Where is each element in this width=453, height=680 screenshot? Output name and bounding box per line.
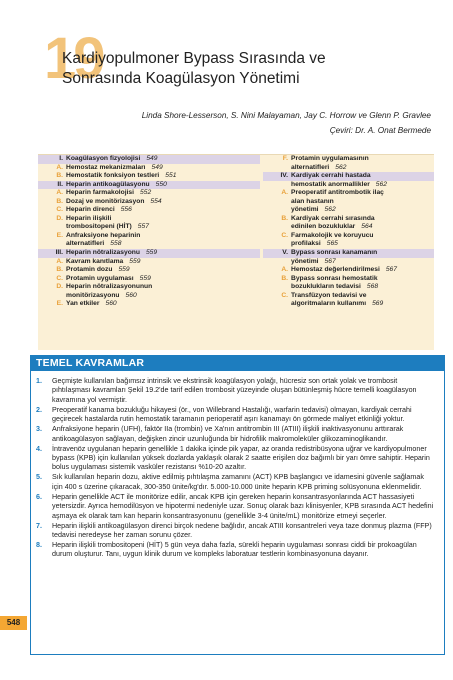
- toc-text: alternatifleri: [291, 163, 330, 171]
- toc-text: Preoperatif antitrombotik ilaç: [291, 189, 384, 197]
- toc-text: Bypass sonrası kanamanın: [291, 249, 378, 257]
- concept-text: Heparin ilişkili trombositopeni (HİT) 5 gün veya daha fazla, sürekli heparin uygulaması sonrası ciddi bir prokoagülan durum oluşturur. Tanı, uygun klinik durum ve kompleks laboratuar testlerin kombinasyonuna dayanır.: [52, 541, 417, 559]
- toc-page-number: 559: [118, 266, 130, 274]
- toc-page-number: 562: [335, 163, 347, 171]
- toc-text: yönetimi: [291, 257, 319, 265]
- toc-marker: E.: [56, 300, 63, 308]
- toc-entry: [38, 240, 260, 249]
- toc-entry: [38, 266, 260, 275]
- toc-marker: C.: [56, 274, 63, 282]
- toc-left-column: [38, 155, 260, 309]
- toc-page-number: 567: [324, 257, 336, 265]
- toc-text: Hemostaz değerlendirilmesi: [291, 266, 380, 274]
- toc-entry: [263, 266, 434, 275]
- toc-marker: A.: [56, 163, 63, 171]
- toc-text: Kardiyak cerrahi hastada: [291, 172, 371, 180]
- toc-text: Protamin dozu: [66, 266, 113, 274]
- concept-item: [36, 406, 436, 425]
- concept-text: Heparin ilişkili antikoagülasyon direnci birçok nedene bağlıdır, ancak ATIII konsantreleri veya taze donmuş plazma (FFP) tedavisi neredeyse her zaman sorunu çözer.: [52, 521, 432, 540]
- toc-text: hemostatik anormallikler: [291, 180, 370, 188]
- toc-marker: B.: [56, 172, 63, 180]
- toc-marker: C.: [56, 206, 63, 214]
- toc-text: Heparin ilişkili: [66, 214, 112, 222]
- toc-marker: E.: [56, 231, 63, 239]
- toc-entry: [263, 164, 434, 173]
- table-of-contents: [38, 154, 434, 350]
- toc-text: bozuklukların tedavisi: [291, 283, 361, 291]
- toc-text: trombositopeni (HİT): [66, 223, 132, 231]
- toc-entry: [38, 181, 260, 190]
- toc-text: Protamin uygulaması: [66, 274, 134, 282]
- chapter-title-line1: Kardiyopulmoner Bypass Sırasında ve: [62, 50, 326, 67]
- toc-text: Anfraksiyone heparinin: [66, 231, 141, 239]
- toc-marker: IV.: [280, 172, 288, 180]
- toc-entry: [38, 172, 260, 181]
- toc-page-number: 556: [120, 206, 132, 214]
- translator: Çeviri: Dr. A. Onat Bermede: [329, 126, 431, 135]
- concept-text: Sık kullanılan heparin dozu, aktive edilmiş pıhtılaşma zamanını (ACT) KPB başlangıcı ve idamesini güvenle sağlamak için 400 s üzerine çıkaracak, 300-350 ünite/kg'dır. 5.000-10.000 ünite heparin KPB priming solüsyonuna eklenmelidir.: [52, 473, 424, 491]
- toc-page-number: 560: [125, 291, 137, 299]
- toc-text: Bypass sonrası hemostatik: [291, 274, 378, 282]
- concept-item: [36, 377, 436, 405]
- toc-entry: [38, 155, 260, 164]
- toc-page-number: 549: [151, 163, 163, 171]
- concept-text: Heparin genellikle ACT ile monitörize edilir, ancak KPB için gereken heparin konsantrasyonlarında ACT hassasiyeti yetersizdir. Ayrıca hemodilüsyon ve hipotermi nedeniyle uzar. Sonuç olarak bazı klinisyenler, KPB sırasında ACT hedefini aşmaya ek olarak tam kan heparin konsantrasyonunu (genellikle 3-4 ünite/mL) monitörize etmeyi seçerler.: [52, 492, 434, 520]
- toc-text: Transfüzyon tedavisi ve: [291, 291, 367, 299]
- concept-text: Geçmişte kullanılan bağımsız intrinsik ve ekstrinsik koagülasyon yolağı, hücresiz son ortak yolak ve trombosit pıhtılaşması kavramları Şekil 19.2'de tarif edilen trombosit yüzeyinde oluşan bütünleşmiş hücre temelli koagülasyon kavramına yol vermiştir.: [52, 377, 417, 404]
- toc-entry: [263, 249, 434, 258]
- toc-entry: [263, 198, 434, 207]
- page-number: 548: [0, 616, 27, 630]
- toc-page-number: 559: [145, 249, 158, 257]
- chapter-title: [62, 49, 422, 89]
- concept-item: [36, 493, 436, 521]
- toc-marker: F.: [282, 155, 288, 162]
- toc-entry: [38, 283, 260, 292]
- toc-marker: B.: [56, 197, 63, 205]
- toc-entry: [263, 189, 434, 198]
- toc-text: Heparin nötralizasyonu: [66, 249, 140, 257]
- toc-marker: A.: [281, 189, 288, 197]
- toc-entry: [38, 249, 260, 258]
- toc-page-number: 551: [165, 172, 177, 180]
- concept-number: 6.: [36, 492, 42, 501]
- toc-entry: [38, 232, 260, 241]
- toc-entry: [263, 283, 434, 292]
- toc-text: profilaksi: [291, 240, 321, 248]
- concept-item: [36, 522, 436, 541]
- toc-text: Heparin antikoagülasyonu: [66, 180, 150, 188]
- toc-page-number: 559: [139, 274, 151, 282]
- toc-entry: [38, 189, 260, 198]
- toc-page-number: 560: [105, 300, 117, 308]
- toc-page-number: 562: [324, 206, 336, 214]
- chapter-number: 19: [44, 26, 103, 91]
- toc-page-number: 550: [155, 180, 167, 188]
- toc-entry: [38, 206, 260, 215]
- concept-item: [36, 541, 436, 560]
- toc-text: edinilen bozukluklar: [291, 223, 356, 231]
- toc-entry: [263, 300, 434, 309]
- toc-text: Heparin farmakolojisi: [66, 189, 135, 197]
- concept-item: [36, 425, 436, 444]
- toc-page-number: 552: [140, 189, 152, 197]
- toc-marker: B.: [56, 266, 63, 274]
- toc-page-number: 549: [146, 155, 158, 162]
- concept-text: İntravenöz uygulanan heparin genellikle 1 dakika içinde pik yapar, az oranda redistribüsyona uğrar ve kardiyopulmoner bypass (KPB) için kullanılan yüksek dozlarda yaklaşık olarak 2 saatte erişilen doz bağımlı bir yarı ömre sahiptir. Heparin bolus uygulaması sistemik vasküler rezistansı %10-20 azaltır.: [52, 444, 430, 472]
- toc-entry: [38, 292, 260, 301]
- toc-page-number: 569: [372, 300, 384, 308]
- toc-entry: [38, 258, 260, 267]
- chapter-title-line2: Sonrasında Koagülasyon Yönetimi: [62, 70, 300, 87]
- toc-text: Protamin uygulamasının: [291, 155, 369, 162]
- toc-marker: C.: [281, 291, 288, 299]
- toc-entry: [38, 198, 260, 207]
- toc-entry: [38, 164, 260, 173]
- toc-marker: I.: [59, 155, 63, 162]
- toc-entry: [263, 172, 434, 181]
- toc-text: Hemostaz mekanizmaları: [66, 163, 146, 171]
- toc-entry: [38, 300, 260, 309]
- toc-text: alan hastanın: [291, 197, 334, 205]
- toc-marker: A.: [56, 257, 63, 265]
- authors: Linda Shore-Lesserson, S. Nini Malayaman, Jay C. Horrow ve Glenn P. Gravlee: [141, 111, 431, 120]
- toc-text: Kardiyak cerrahi sırasında: [291, 214, 375, 222]
- toc-text: Koagülasyon fizyolojisi: [66, 155, 141, 162]
- concept-text: Preoperatif kanama bozukluğu hikayesi (ör., von Willebrand Hastalığı, warfarin tedavisi) olmayan, kardiyak cerrahi geçirecek hastalarda rutin hemostatik taramanın perioperatif aşırı kanamayı ön görmede maliyet etkinliği yoktur.: [52, 405, 412, 424]
- toc-page-number: 557: [137, 223, 149, 231]
- toc-page-number: 554: [150, 197, 162, 205]
- toc-marker: D.: [56, 214, 63, 222]
- toc-entry: [263, 215, 434, 224]
- concept-number: 3.: [36, 425, 42, 434]
- toc-page-number: 567: [385, 266, 397, 274]
- toc-entry: [263, 258, 434, 267]
- concept-number: 1.: [36, 377, 42, 385]
- toc-marker: B.: [281, 214, 288, 222]
- toc-marker: II.: [57, 180, 63, 188]
- toc-entry: [263, 240, 434, 249]
- toc-marker: V.: [282, 249, 288, 257]
- toc-entry: [263, 232, 434, 241]
- toc-entry: [38, 223, 260, 232]
- toc-text: Farmakolojik ve koruyucu: [291, 231, 374, 239]
- toc-entry: [263, 292, 434, 301]
- concepts-list: [36, 377, 436, 560]
- concept-item: [36, 445, 436, 473]
- toc-text: alternatifleri: [66, 240, 105, 248]
- toc-page-number: 558: [110, 240, 122, 248]
- toc-entry: [263, 181, 434, 190]
- toc-page-number: 565: [326, 240, 338, 248]
- concept-number: 8.: [36, 541, 42, 550]
- toc-page-number: 559: [129, 257, 141, 265]
- toc-entry: [263, 155, 434, 164]
- toc-right-column: [263, 155, 434, 309]
- toc-marker: B.: [281, 274, 288, 282]
- toc-marker: C.: [281, 231, 288, 239]
- concept-number: 2.: [36, 405, 42, 414]
- toc-page-number: 568: [366, 283, 379, 291]
- concept-number: 5.: [36, 473, 42, 482]
- concept-text: Anfraksiyone heparin (UFH), faktör IIa (trombin) ve Xa'nın antitrombin III (ATIII) ilişkili inaktivasyonunu arttırarak antikoagülasyon sağlayan, değişken zincir uzunluğunda bir hidrofilik makromoleküler glikozaminoglikandır.: [52, 425, 404, 443]
- concepts-title: TEMEL KAVRAMLAR: [36, 357, 145, 369]
- toc-page-number: 562: [375, 180, 387, 188]
- toc-entry: [263, 275, 434, 284]
- toc-entry: [263, 206, 434, 215]
- toc-text: yönetimi: [291, 206, 319, 214]
- concept-number: 4.: [36, 444, 42, 453]
- toc-text: Heparin nötralizasyonunun: [66, 283, 153, 291]
- toc-marker: A.: [56, 189, 63, 197]
- concept-item: [36, 473, 436, 492]
- toc-text: monitörizasyonu: [66, 291, 120, 299]
- toc-entry: [38, 275, 260, 284]
- toc-text: Hemostatik fonksiyon testleri: [66, 172, 160, 180]
- toc-entry: [263, 223, 434, 232]
- toc-marker: A.: [281, 266, 288, 274]
- concept-number: 7.: [36, 521, 42, 530]
- toc-marker: D.: [56, 283, 63, 291]
- toc-marker: III.: [55, 249, 63, 257]
- toc-text: Heparin direnci: [66, 206, 115, 214]
- toc-text: Yan etkiler: [66, 300, 100, 308]
- toc-text: algoritmaların kullanımı: [291, 300, 367, 308]
- toc-page-number: 564: [361, 223, 373, 231]
- toc-text: Dozaj ve monitörizasyon: [66, 197, 145, 205]
- toc-text: Kavram kanıtlama: [66, 257, 124, 265]
